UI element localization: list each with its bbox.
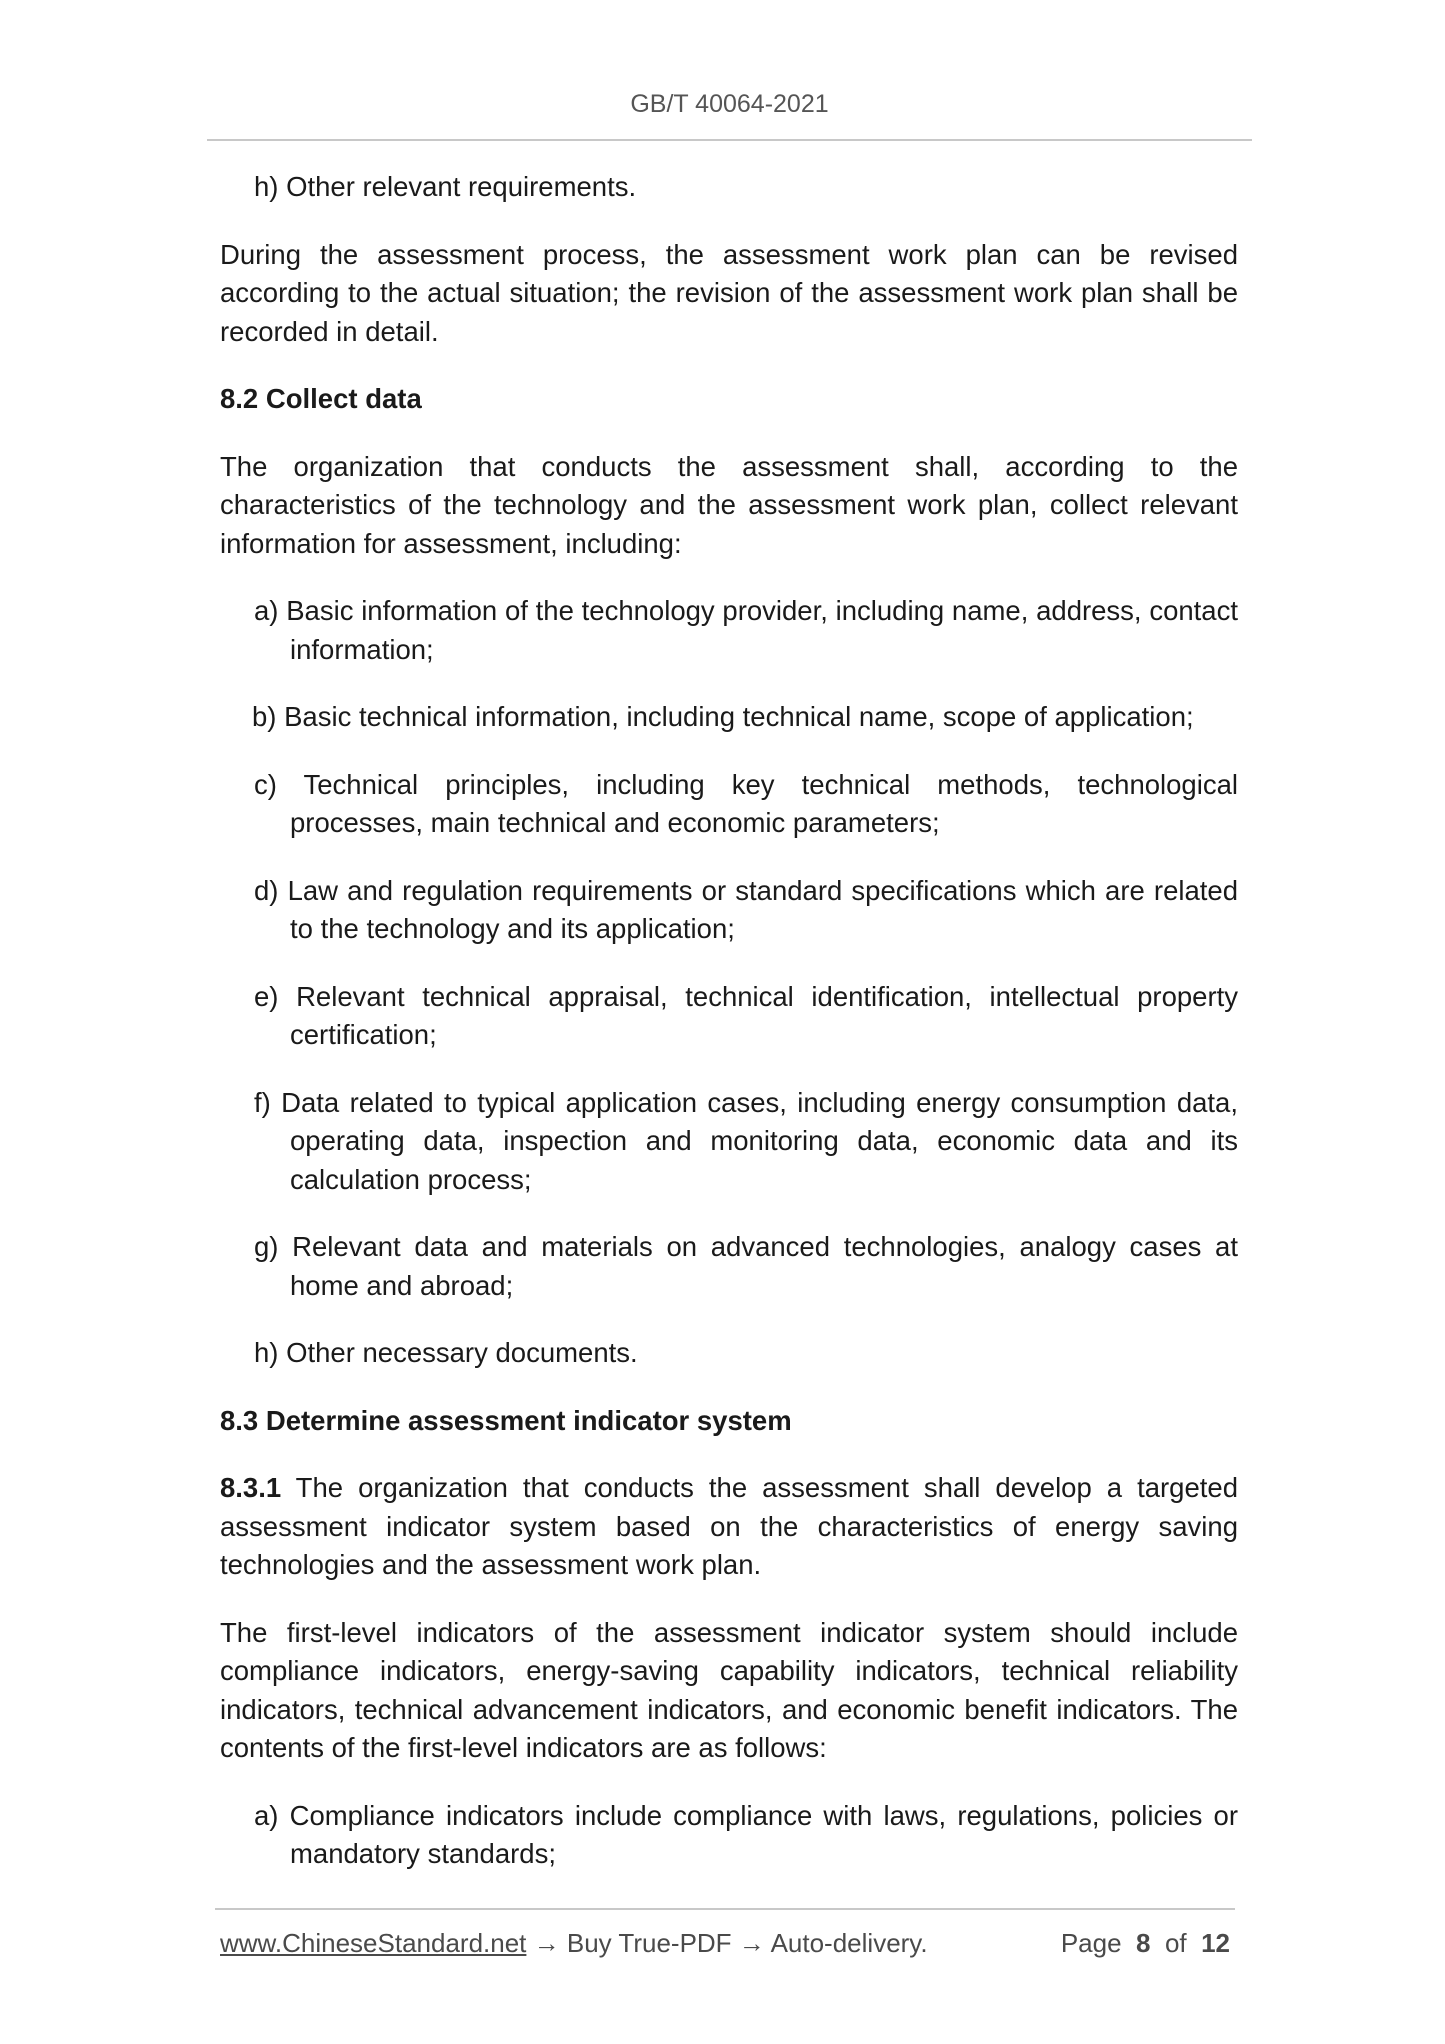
paragraph: The first-level indicators of the assessment indicator system should include compliance indicators, energy-saving capability indicators, technical reliability indicators, technical advancement indicators, and economic benefit indicators. The contents of the first-level indicators are as follows: [220, 1616, 1238, 1763]
footer-promo-text: → Buy True-PDF → Auto-delivery. [526, 1928, 928, 1958]
section-heading-8-2: 8.2 Collect data [220, 383, 422, 414]
clause-number: 8.3.1 [220, 1472, 282, 1503]
paragraph: The organization that conducts the assessment shall, according to the characteristics of the technology and the assessment work plan, collect relevant information for assessment, including: [220, 450, 1238, 559]
page-footer [220, 1928, 1230, 1959]
list-item: d) Law and regulation requirements or standard specifications which are related to the technology and its application; [254, 874, 1238, 944]
list-item: e) Relevant technical appraisal, technical identification, intellectual property certification; [254, 980, 1238, 1050]
document-body [220, 168, 1238, 1903]
header-divider [207, 139, 1252, 141]
website-link[interactable]: www.ChineseStandard.net [220, 1928, 527, 1958]
page-label: Page [1060, 1928, 1122, 1958]
list-item: h) Other necessary documents. [254, 1337, 638, 1368]
page-of: of [1164, 1928, 1187, 1958]
list-item: a) Compliance indicators include compliance with laws, regulations, policies or mandatory standards; [254, 1799, 1238, 1869]
page-current: 8 [1136, 1928, 1151, 1958]
section-heading-8-3: 8.3 Determine assessment indicator system [220, 1404, 792, 1436]
list-item: c) Technical principles, including key technical methods, technological processes, main technical and economic parameters; [254, 768, 1238, 838]
list-item: f) Data related to typical application cases, including energy consumption data, operating data, inspection and monitoring data, economic data and its calculation process; [254, 1086, 1238, 1195]
page-indicator [1061, 1928, 1230, 1959]
paragraph: During the assessment process, the assessment work plan can be revised according to the actual situation; the revision of the assessment work plan shall be recorded in detail. [220, 238, 1238, 347]
page-total: 12 [1201, 1928, 1230, 1958]
list-item: b) Basic technical information, including technical name, scope of application; [252, 701, 1194, 732]
clause-text: The organization that conducts the assessment shall develop a targeted assessment indicator system based on the characteristics of energy saving technologies and the assessment work plan. [220, 1472, 1238, 1580]
footer-divider [215, 1908, 1235, 1910]
list-item: h) Other relevant requirements. [254, 171, 637, 202]
document-header: GB/T 40064-2021 [630, 90, 829, 118]
clause-8-3-1 [220, 1469, 1238, 1585]
list-item: a) Basic information of the technology provider, including name, address, contact information; [254, 595, 1238, 665]
list-item: g) Relevant data and materials on advanced technologies, analogy cases at home and abroad; [254, 1231, 1238, 1301]
